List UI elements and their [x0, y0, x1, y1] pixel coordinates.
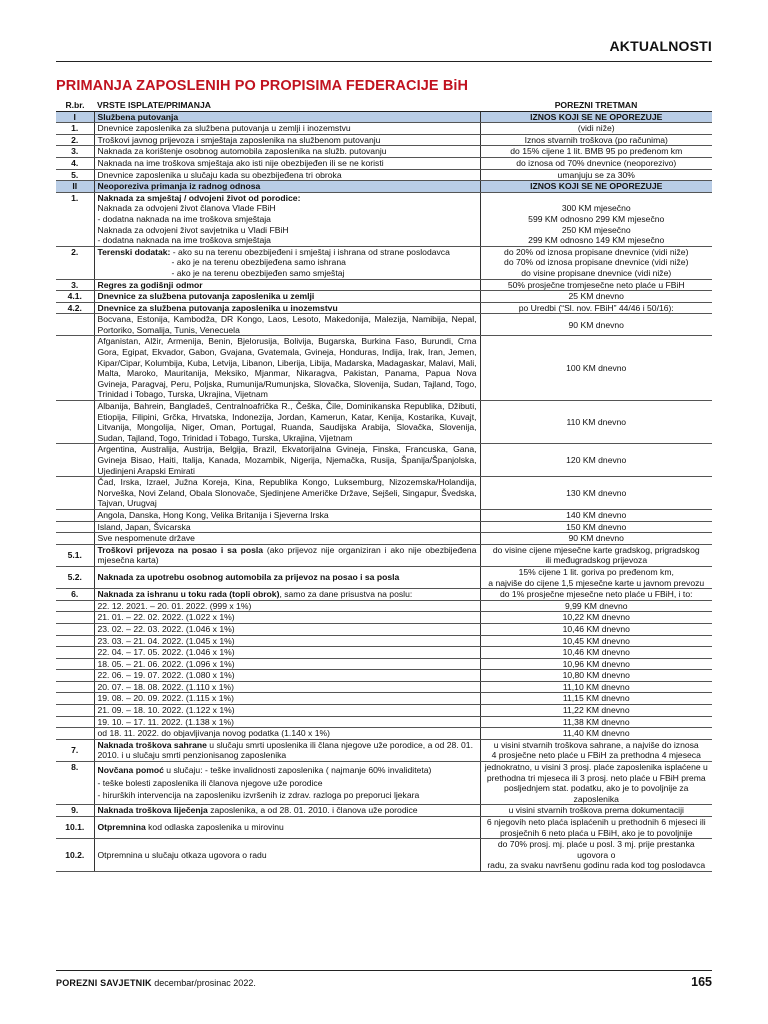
meal-period-row [56, 647, 712, 659]
row-treatment: radu, za svaku navršenu godinu rada kod tog poslodavca [487, 860, 706, 871]
row-text: Naknada na ime troškova smještaja ako isti nije obezbijeđen ili se ne koristi [94, 157, 480, 169]
issue-date: decembar/prosinac 2022. [154, 978, 256, 988]
row-text: Dnevnice za službena putovanja zaposlenika u zemlji [94, 291, 480, 303]
table-subrow [56, 268, 712, 279]
row-text: Troškovi javnog prijevoza i smještaja zaposlenika na službenom putovanju [94, 134, 480, 146]
row-treatment: 4 prosječne neto plaće u FBiH za prethodna 4 mjeseca [491, 750, 701, 761]
row-treatment: 250 KM mjesečno [561, 224, 631, 235]
row-text: , samo za dane prisustva na poslu: [279, 589, 413, 600]
row-treatment: 90 KM dnevno [480, 314, 712, 336]
meal-amount: 10,46 KM dnevno [480, 647, 712, 659]
meal-period-row [56, 635, 712, 647]
table-row [56, 544, 712, 566]
row-number: 6. [56, 589, 94, 601]
meal-period: 23. 03. – 21. 04. 2022. (1.045 x 1%) [94, 635, 480, 647]
row-heading: Troškovi prijevoza na posao i sa posla [97, 544, 264, 555]
table-subrow [56, 214, 712, 225]
row-number: 5.2. [56, 566, 94, 588]
row-number: 3. [56, 146, 94, 158]
meal-period-row [56, 623, 712, 635]
row-treatment: u visini stvarnih troškova sahrane, a najviše do iznosa [493, 739, 699, 750]
country-list: Sve nespomenute države [94, 533, 480, 545]
row-text: u slučaju: - teške invalidnosti zaposlenika ( najmanje 60% invaliditeta) [163, 765, 432, 776]
meal-period: 22. 12. 2021. – 20. 01. 2022. (999 x 1%) [94, 600, 480, 612]
table-subrow [56, 235, 712, 246]
row-text: u slučaju smrti uposlenika ili člana njegove uže porodice, a od 28. 01. 2010. i u slučaju smrti penzionisanog zaposlenika [97, 739, 473, 761]
footer [56, 978, 256, 988]
row-number: 8. [56, 762, 94, 805]
row-text: Naknada za upotrebu osobnog automobila za prijevoz na posao i sa posla [94, 566, 480, 588]
row-heading: Novčana pomoć [97, 765, 164, 776]
row-number: 1. [56, 192, 94, 246]
row-number: 7. [56, 739, 94, 761]
row-text: (ako prijevoz nije organiziran i ako nije obezbijeđena mjesečna karta) [97, 544, 477, 566]
meal-amount: 11,38 KM dnevno [480, 716, 712, 728]
row-text: kod odlaska zaposlenika u mirovinu [145, 822, 284, 833]
row-treatment: 140 KM dnevno [480, 509, 712, 521]
table-row [56, 169, 712, 181]
row-heading: Naknada troškova sahrane [97, 739, 207, 750]
country-row [56, 444, 712, 477]
section-number: I [56, 111, 94, 123]
meal-amount: 10,46 KM dnevno [480, 623, 712, 635]
meal-period-row [56, 681, 712, 693]
row-number: 5. [56, 169, 94, 181]
meal-amount: 11,22 KM dnevno [480, 705, 712, 717]
row-treatment: 110 KM dnevno [480, 401, 712, 444]
meal-period: 23. 02. – 22. 03. 2022. (1.046 x 1%) [94, 623, 480, 635]
row-number: 2. [56, 134, 94, 146]
meal-amount: 10,22 KM dnevno [480, 612, 712, 624]
row-treatment: do 70% od iznosa propisane dnevnice (vidi niže) [504, 257, 689, 268]
country-row [56, 336, 712, 401]
meal-amount: 11,40 KM dnevno [480, 728, 712, 740]
page-title: PRIMANJA ZAPOSLENIH PO PROPISIMA FEDERACIJE BiH [56, 78, 469, 94]
country-row [56, 509, 712, 521]
section-treatment: IZNOS KOJI SE NE OPOREZUJE [480, 181, 712, 193]
section-number: II [56, 181, 94, 193]
row-treatment: a najviše do cijene 1,5 mjesečne karte u javnom prevozu [488, 577, 705, 588]
row-treatment: 130 KM dnevno [480, 477, 712, 510]
row-text: Regres za godišnji odmor [94, 279, 480, 291]
row-treatment: Iznos stvarnih troškova (po računima) [480, 134, 712, 146]
row-treatment: 599 KM odnosno 299 KM mjesečno [528, 213, 665, 224]
row-text: Naknada za korištenje osobnog automobila zaposlenika na služb. putovanju [94, 146, 480, 158]
table-subrow [56, 203, 712, 214]
meal-period-row [56, 693, 712, 705]
page-number: 165 [691, 975, 712, 989]
row-heading: Terenski dodatak: [97, 246, 171, 257]
meal-amount: 10,45 KM dnevno [480, 635, 712, 647]
meal-amount: 11,15 KM dnevno [480, 693, 712, 705]
meal-period: 18. 05. – 21. 06. 2022. (1.096 x 1%) [94, 658, 480, 670]
row-heading: Naknada za smještaj / odvojeni život od porodice: [94, 192, 480, 203]
row-text: - hirurških intervencija na zaposleniku izvršenih iz zdrav. razloga po preporuci ljekara [97, 790, 420, 801]
meal-period-row [56, 716, 712, 728]
meal-period: 19. 10. – 17. 11. 2022. (1.138 x 1%) [94, 716, 480, 728]
row-heading: Naknada za ishranu u toku rada (topli obrok) [97, 589, 280, 600]
row-text: - dodatna naknada na ime troškova smještaja [94, 214, 480, 225]
meal-amount: 11,10 KM dnevno [480, 681, 712, 693]
section-label-cell: Službena putovanja [94, 111, 480, 123]
row-heading: Otpremnina [97, 822, 146, 833]
table-row [56, 589, 712, 601]
section-label-cell: Neoporeziva primanja iz radnog odnosa [94, 181, 480, 193]
col-tretman-header: POREZNI TRETMAN [480, 100, 712, 111]
row-text: - ako je na terenu obezbijeđen samo smještaj [94, 268, 480, 279]
row-text: - ako su na terenu obezbijeđeni i smještaj i ishrana od strane poslodavca [170, 246, 450, 257]
benefits-table [56, 100, 712, 872]
col-vrste-header: VRSTE ISPLATE/PRIMANJA [94, 100, 480, 111]
row-number: 1. [56, 123, 94, 135]
row-treatment: do visine propisane dnevnice (vidi niže) [480, 268, 712, 279]
table-subrow [56, 225, 712, 236]
row-treatment: 100 KM dnevno [480, 336, 712, 401]
row-treatment: do 70% prosj. mj. plaće u posl. 3 mj. prije prestanka ugovora o [497, 839, 695, 860]
row-treatment: do 1% prosječne mjesečne neto plaće u FBiH, i to: [480, 589, 712, 601]
meal-amount: 9,99 KM dnevno [480, 600, 712, 612]
meal-amount: 10,96 KM dnevno [480, 658, 712, 670]
row-heading: Naknada troškova liječenja [97, 805, 208, 816]
meal-period-row [56, 728, 712, 740]
magazine-name: POREZNI SAVJETNIK [56, 978, 152, 988]
row-treatment: 300 KM mjesečno [561, 203, 631, 214]
meal-period: 21. 09. – 18. 10. 2022. (1.122 x 1%) [94, 705, 480, 717]
table-row [56, 839, 712, 872]
row-treatment: 6 njegovih neto plaća isplaćenih u prethodnih 6 mjeseci ili [486, 817, 706, 827]
row-treatment: u visini stvarnih troškova prema dokumentaciji [480, 805, 712, 817]
row-number: 4. [56, 157, 94, 169]
table-row [56, 762, 712, 805]
meal-period: 21. 01. – 22. 02. 2022. (1.022 x 1%) [94, 612, 480, 624]
row-text: zaposlenika, a od 28. 01. 2010. i članova uže porodice [207, 805, 418, 816]
row-treatment: jednokratno, u visini 3 prosj. plaće zaposlenika isplaćene u prethodna tri mjeseca ili 3 prosj. neto plaće u FBiH prema posljednjem stat. podatku, ako je to povoljnije za zaposlenika [480, 762, 712, 805]
table-row [56, 805, 712, 817]
row-treatment: 299 KM odnosno 149 KM mjesečno [480, 235, 712, 246]
country-list: Čad, Irska, Izrael, Južna Koreja, Kina, Republika Kongo, Luksemburg, Nizozemska/Holandija, Norveška, Novi Zeland, Obala Slonovače, Sjedinjene Američke Države, Sejšeli, Singapur, Švedska, Tajvan, Urugvaj [94, 477, 480, 510]
row-treatment: 150 KM dnevno [480, 521, 712, 533]
row-number: 9. [56, 805, 94, 817]
row-text: - ako je na terenu obezbijeđena samo ishrana [94, 257, 480, 268]
table-row [56, 739, 712, 761]
row-number: 4.1. [56, 291, 94, 303]
meal-period: 22. 06. – 19. 07. 2022. (1.080 x 1%) [94, 670, 480, 682]
row-text: Dnevnice zaposlenika za službena putovanja u zemlji i inozemstvu [94, 123, 480, 135]
country-list: Albanija, Bahrein, Bangladeš, Centralnoafrička R., Češka, Čile, Dominikanska Republika, Džibuti, Etiopija, Filipini, Grčka, Hrvatska, Indonezija, Jordan, Kamerun, Katar, Kenija, Kostarika, Kuvajt, Litvanija, Mongolija, Niger, Oman, Portugal, Ruanda, Saudijska Arabija, Slovačka, Slovenija, Sudan, Tajland, Togo, Trinidad i Tobago, Turska, Ukrajina, Vijetnam [94, 401, 480, 444]
meal-period-row [56, 612, 712, 624]
row-text: Naknada za odvojeni život članova Vlade FBiH [94, 203, 480, 214]
table-row [56, 157, 712, 169]
country-row [56, 401, 712, 444]
row-treatment: do visine cijene mjesečne karte gradskog, prigradskog [492, 544, 700, 555]
row-treatment: do 20% od iznosa propisane dnevnice (vidi niže) [504, 246, 689, 257]
country-row [56, 314, 712, 336]
table-row [56, 291, 712, 303]
section-row [56, 181, 712, 193]
meal-period-row [56, 705, 712, 717]
row-number: 2. [56, 246, 94, 279]
row-treatment: 90 KM dnevno [480, 533, 712, 545]
row-number: 5.1. [56, 544, 94, 566]
row-treatment: po Uredbi (“Sl. nov. FBiH” 44/46 i 50/16): [480, 302, 712, 314]
table-row [56, 566, 712, 588]
row-treatment: 15% cijene 1 lit. goriva po pređenom km, [518, 566, 674, 577]
table-subrow [56, 257, 712, 268]
row-number: 4.2. [56, 302, 94, 314]
country-list: Argentina, Australija, Austrija, Belgija, Brazil, Ekvatorijalna Gvineja, Finska, Francuska, Gana, Gvineja Bisao, Haiti, Italija, Kanada, Mozambik, Nigerija, Njemačka, Rusija, Španija/Španjolska, Ujedinjeni Arapski Emirati [94, 444, 480, 477]
col-rb-header: R.br. [56, 100, 94, 111]
country-row [56, 533, 712, 545]
row-treatment: ili međugradskog prijevoza [545, 555, 648, 566]
row-text: Dnevnice zaposlenika u slučaju kada su obezbijeđena tri obroka [94, 169, 480, 181]
row-number: 10.1. [56, 817, 94, 839]
table-row [56, 134, 712, 146]
meal-period: od 18. 11. 2022. do objavljivanja novog podatka (1.140 x 1%) [94, 728, 480, 740]
country-list: Afganistan, Alžir, Armenija, Benin, Bjelorusija, Bolivija, Bugarska, Burkina Faso, Burundi, Crna Gora, Egipat, Ekvador, Gabon, Gvajana, Gvatemala, Gvineja, Honduras, Indija, Irak, Iran, Jemen, Kipar/Cipar, Kolumbija, Kuba, Letvija, Libanon, Liberija, Libija, Madarska, Madagaskar, Malavi, Mali, Malta, Maroko, Mauritanija, Meksiko, Mjanmar, Nikaragva, Pakistan, Panama, Papua Nova Gvineja, Paragvaj, Peru, Poljska, Rumunija/Rumunjska, Slovačka, Slovenija, Sudan, Tajland, Togo, Trinidad i Tobago, Turska, Ukrajina, Vijetnam [94, 336, 480, 401]
footer-rule [56, 970, 712, 971]
meal-period-row [56, 658, 712, 670]
row-number: 3. [56, 279, 94, 291]
table-header [56, 100, 712, 111]
meal-period: 19. 08. – 20. 09. 2022. (1.115 x 1%) [94, 693, 480, 705]
table-row [56, 279, 712, 291]
row-treatment: 50% prosječne tromjesečne neto plaće u FBiH [480, 279, 712, 291]
row-treatment: umanjuju se za 30% [480, 169, 712, 181]
country-row [56, 477, 712, 510]
section-treatment: IZNOS KOJI SE NE OPOREZUJE [480, 111, 712, 123]
meal-period-row [56, 670, 712, 682]
table-row [56, 817, 712, 839]
row-treatment: 25 KM dnevno [480, 291, 712, 303]
row-text: - dodatna naknada na ime troškova smještaja [94, 235, 480, 246]
meal-amount: 10,80 KM dnevno [480, 670, 712, 682]
meal-period-row [56, 600, 712, 612]
country-list: Island, Japan, Švicarska [94, 521, 480, 533]
row-text: Naknada za odvojeni život savjetnika u Vladi FBiH [94, 225, 480, 236]
row-text: Otpremnina u slučaju otkaza ugovora o radu [94, 839, 480, 872]
table-row [56, 246, 712, 257]
section-label: AKTUALNOSTI [609, 38, 712, 54]
country-list: Bocvana, Estonija, Kambodža, DR Kongo, Laos, Lesoto, Makedonija, Malezija, Namibija, Nepal, Portoriko, Somalija, Tunis, Venecuela [94, 314, 480, 336]
table-row [56, 123, 712, 135]
row-treatment: prosječnih 6 neto plaća u FBiH, ako je to povoljnije [499, 827, 693, 838]
row-text: Dnevnice za službena putovanja zaposlenika u inozemstvu [94, 302, 480, 314]
row-treatment: 120 KM dnevno [480, 444, 712, 477]
country-list: Angola, Danska, Hong Kong, Velika Britanija i Sjeverna Irska [94, 509, 480, 521]
row-text: - teške bolesti zaposlenika ili članova njegove uže porodice [97, 777, 323, 788]
meal-period: 22. 04. – 17. 05. 2022. (1.046 x 1%) [94, 647, 480, 659]
row-treatment: do iznosa od 70% dnevnice (neoporezivo) [480, 157, 712, 169]
top-rule [56, 61, 712, 62]
row-treatment: (vidi niže) [480, 123, 712, 135]
row-number: 10.2. [56, 839, 94, 872]
table-row [56, 192, 712, 203]
row-treatment: do 15% cijene 1 lit. BMB 95 po pređenom km [480, 146, 712, 158]
table-row [56, 302, 712, 314]
section-row [56, 111, 712, 123]
table-row [56, 146, 712, 158]
country-row [56, 521, 712, 533]
meal-period: 20. 07. – 18. 08. 2022. (1.110 x 1%) [94, 681, 480, 693]
